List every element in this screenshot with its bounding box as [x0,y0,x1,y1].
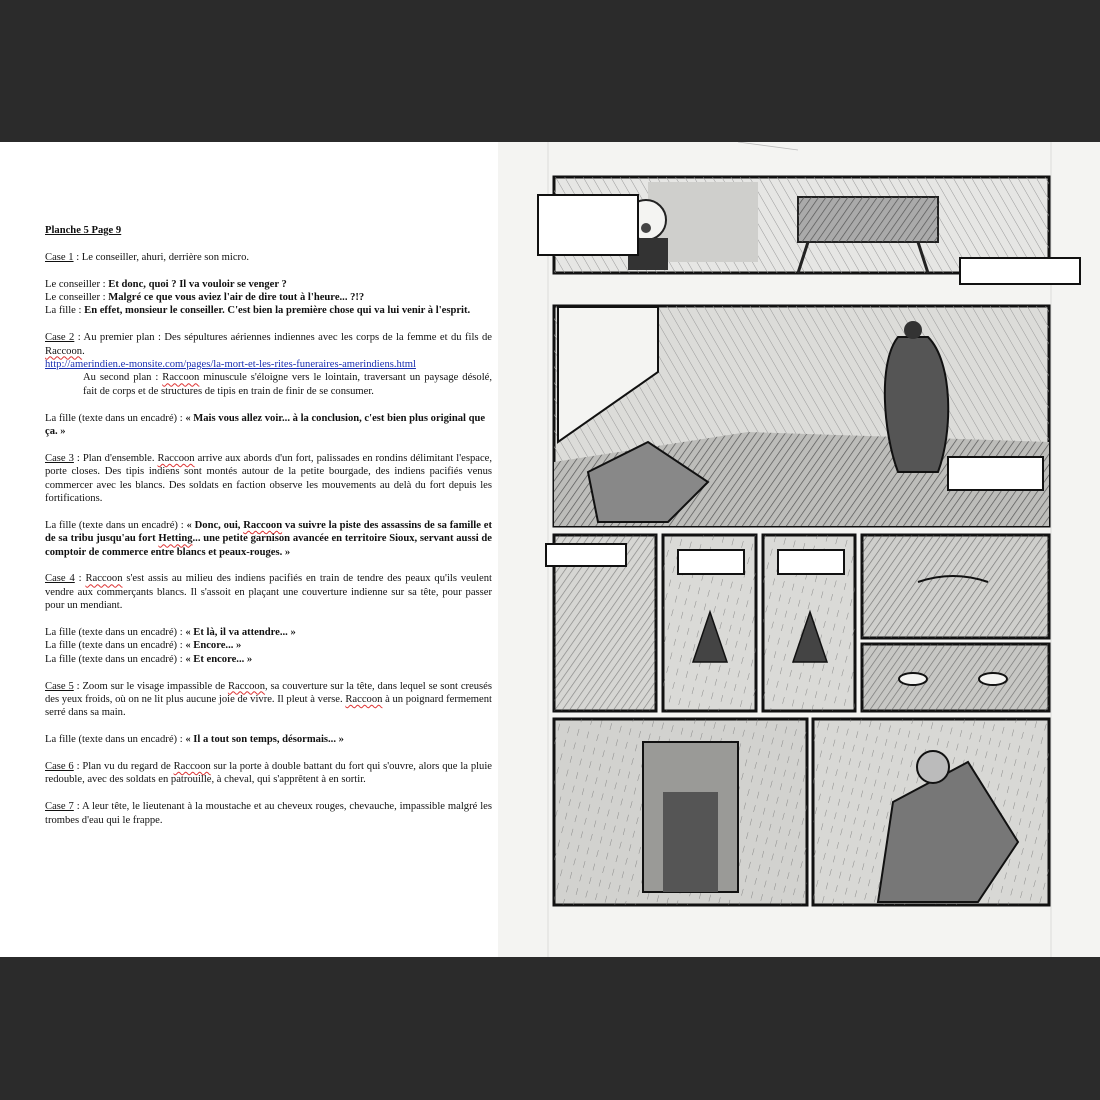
case-2-background [45,371,492,398]
speaker: La fille : [45,305,85,317]
case-desc: : Zoom sur le visage impassible de [73,680,228,692]
case-7 [45,800,492,827]
case-desc: . [82,345,85,357]
dialogue-line [45,291,492,304]
dialogue-text: Malgré ce que vous aviez l'air de dire tout à l'heure... ?!? [108,292,365,303]
panel-9 [813,719,1049,905]
fort-name: Hetting [158,533,193,545]
case-desc: : A leur tête, le lieutenant à la moustache et au cheveux rouges, chevauche, impassible malgré les trombes d'eau qui le frappe. [45,801,492,826]
dialogue-text: Et donc, quoi ? Il va vouloir se venger ? [108,278,287,290]
dialogue-line [45,626,492,639]
script-text-column [45,224,492,840]
case-2 [45,331,492,398]
dialogue-block-5 [45,733,492,746]
case-label: Case 4 [45,573,75,585]
case-desc: sur la porte à double battant du fort qui s'ouvre, alors que la pluie redouble, avec des soldats en patrouille, à cheval, qui s'apprêtent à en sortir. [45,761,493,786]
case-desc: : [74,573,86,585]
case-6 [45,760,492,787]
case-1 [45,251,492,264]
case-label: Case 5 [45,680,74,692]
dialogue-line [45,653,492,666]
dialogue-block-2 [45,412,492,439]
case-desc: à un poignard fermement serré dans sa main. [45,694,492,719]
character-name: Raccoon [243,519,283,531]
case-desc: Au second plan : [83,372,163,384]
dialogue-text: En effet, monsieur le conseiller. C'est bien la première chose qui va lui venir à l'esprit. [84,305,471,317]
speaker: Le conseiller : [45,292,109,303]
character-name: Raccoon [173,761,211,773]
comic-pencil-page [498,142,1100,957]
speaker: La fille (texte dans un encadré) : [45,734,186,746]
character-name: Raccoon [85,573,123,585]
comic-page-sketch [498,142,1100,957]
case-desc: : Le conseiller, ahuri, derrière son micro. [73,251,250,263]
character-name: Raccoon [162,372,200,384]
speaker: La fille (texte dans un encadré) : [45,640,186,652]
case-label: Case 7 [45,801,74,813]
dialogue-text: ... une petite garnison avancée en territoire Sioux, servant aussi de comptoir de commerce entre blancs et peaux-rouges. » [45,533,493,558]
dialogue-block-1 [45,278,492,318]
case-4 [45,572,492,612]
dialogue-line [45,639,492,652]
panel-8 [554,719,807,905]
case-label: Case 1 [45,251,74,263]
case-desc: arrive aux abords d'un fort, palissades en rondins délimitant l'espace, porte closes. Des tipis indiens sont montés autour de la petite bourgade, des indiens pacifiés venus commercer avec les blancs. Des soldats en faction observe les mouvements au delà du fort depuis les fortifications. [45,452,492,505]
dialogue-text: « Mais vous allez voir... à la conclusion, c'est bien plus original que ça. » [45,412,486,438]
dialogue-text: « Encore... » [185,640,242,652]
case-3 [45,452,492,506]
document-sheet [0,142,1100,957]
speaker: La fille (texte dans un encadré) : [45,519,187,531]
dialogue-text: « Donc, oui, [186,519,244,531]
panel-6 [862,535,1049,638]
panel-1 [538,177,1080,284]
panel-2 [554,306,1049,526]
case-desc: s'est assis au milieu des indiens pacifiés en train de tendre des peaux qu'ils veulent vendre aux commerçants blancs. Il s'assoit en plaçant une couverture indienne sur sa tête, pour passer pour un mendiant. [45,573,492,612]
dialogue-line [45,278,492,291]
panel-4 [663,535,756,711]
panel-3 [546,535,656,711]
dialogue-text: « Et là, il va attendre... » [185,627,296,639]
character-name: Raccoon [227,680,266,692]
case-label: Case 6 [45,761,74,773]
page-title: Planche 5 Page 9 [45,225,122,236]
case-desc: , sa couverture sur la tête, dans lequel se sont creusés des yeux froids, où on ne lit plus aucune joie de vivre. Il pleut à verse. [45,680,492,706]
case-label: Case 3 [45,452,74,464]
speaker: La fille (texte dans un encadré) : [45,627,186,639]
speaker: La fille (texte dans un encadré) : [45,653,186,665]
speaker: Le conseiller : [45,278,109,290]
dialogue-text: va suivre la piste des assassins de sa famille et de sa tribu jusqu'au fort [45,519,492,545]
dialogue-text: « Et encore... » [185,653,253,665]
speaker: La fille (texte dans un encadré) : [45,412,186,424]
case-label: Case 2 [45,332,75,344]
panel-5 [763,535,855,711]
panel-7 [862,644,1049,711]
dialogue-block-3 [45,519,492,559]
case-desc: minuscule s'éloigne vers le lointain, traversant un paysage désolé, fait de corps et de structures de tipis en train de finir de se consumer. [83,372,492,397]
reference-link[interactable]: http://amerindien.e-monsite.com/pages/la-mort-et-les-rites-funeraires-amerindiens.html [45,359,416,371]
dialogue-block-4 [45,626,492,666]
case-desc: : Plan vu du regard de [73,761,174,773]
dialogue-line [45,304,492,317]
character-name: Raccoon [345,694,383,706]
case-desc: : Plan d'ensemble. [73,452,158,464]
character-name: Raccoon [45,345,83,357]
case-5 [45,680,492,720]
character-name: Raccoon [157,452,195,464]
case-desc: : Au premier plan : Des sépultures aériennes indiennes avec les corps de la femme et du fils de [74,332,492,344]
dialogue-text: « Il a tout son temps, désormais... » [185,734,344,746]
